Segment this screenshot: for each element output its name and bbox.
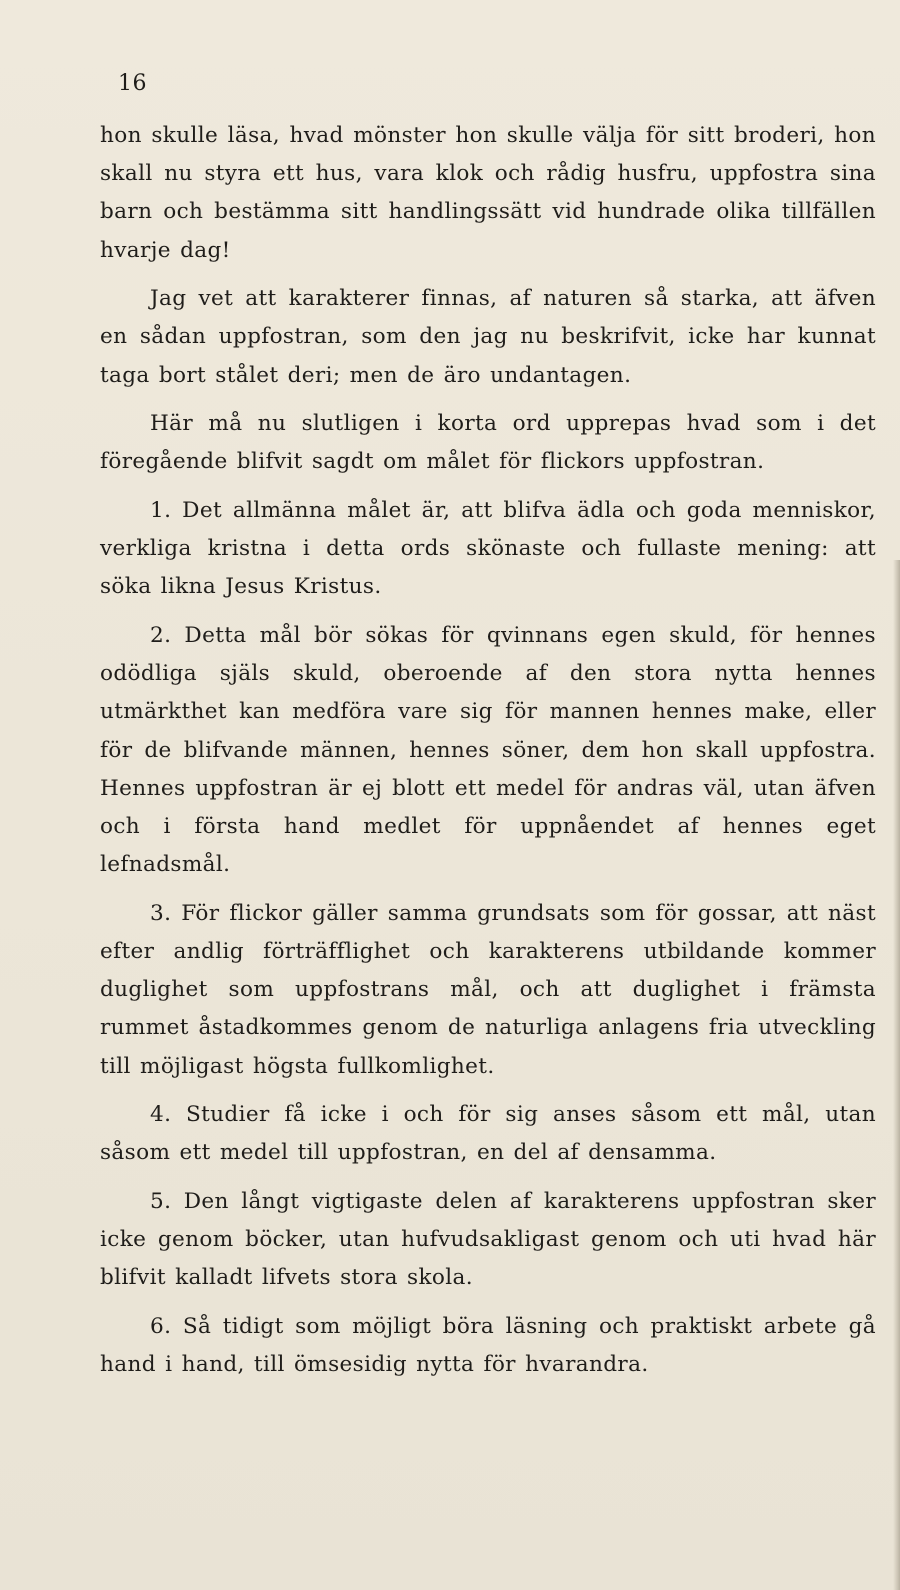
page-binding-edge — [893, 560, 900, 1590]
numbered-point-3: 3. För flickor gäller samma grundsats som för gossar, att näst efter andlig förträfflighet och karakterens utbildande kommer duglighet som uppfostrans mål, och att duglighet i främsta rummet åstadkommes genom de naturliga anlagens fria utveckling till möjligast högsta fullkomlighet. — [100, 900, 876, 1079]
paragraph-summary-intro: Här må nu slutligen i korta ord upprepas hvad som i det föregående blifvit sagdt om målet för flickors uppfostran. — [100, 411, 876, 475]
paragraph-karakterer: Jag vet att karakterer finnas, af naturen så starka, att äfven en sådan uppfostran, som den jag nu beskrifvit, icke har kunnat taga bort stålet deri; men de äro undantagen. — [100, 286, 876, 388]
paragraph-continuation: hon skulle läsa, hvad mönster hon skulle välja för sitt broderi, hon skall nu styra ett hus, vara klok och rådig husfru, uppfostra sina barn och bestämma sitt handlingssätt vid hundrade olika tillfällen hvarje dag! — [100, 123, 876, 263]
numbered-point-2: 2. Detta mål bör sökas för qvinnans egen skuld, för hennes odödliga själs skuld, oberoende af den stora nytta hennes utmärkthet kan medföra vare sig för mannen hennes make, eller för de blifvande männen, hennes söner, dem hon skall uppfostra. Hennes uppfostran är ej blott ett medel för andras väl, utan äfven och i första hand medlet för uppnåendet af hennes eget lefnadsmål. — [100, 623, 876, 878]
numbered-point-4: 4. Studier få icke i och för sig anses såsom ett mål, utan såsom ett medel till uppfostran, en del af densamma. — [100, 1102, 876, 1166]
page-number: 16 — [118, 71, 147, 96]
body-text — [100, 117, 876, 1395]
numbered-point-1: 1. Det allmänna målet är, att blifva ädla och goda menniskor, verkliga kristna i detta ords skönaste och fullaste mening: att söka likna Jesus Kristus. — [100, 498, 876, 600]
numbered-point-5: 5. Den långt vigtigaste delen af karakterens uppfostran sker icke genom böcker, utan hufvudsakligast genom och uti hvad här blifvit kalladt lifvets stora skola. — [100, 1189, 876, 1291]
numbered-point-6: 6. Så tidigt som möjligt böra läsning och praktiskt arbete gå hand i hand, till ömsesidig nytta för hvarandra. — [100, 1314, 876, 1378]
